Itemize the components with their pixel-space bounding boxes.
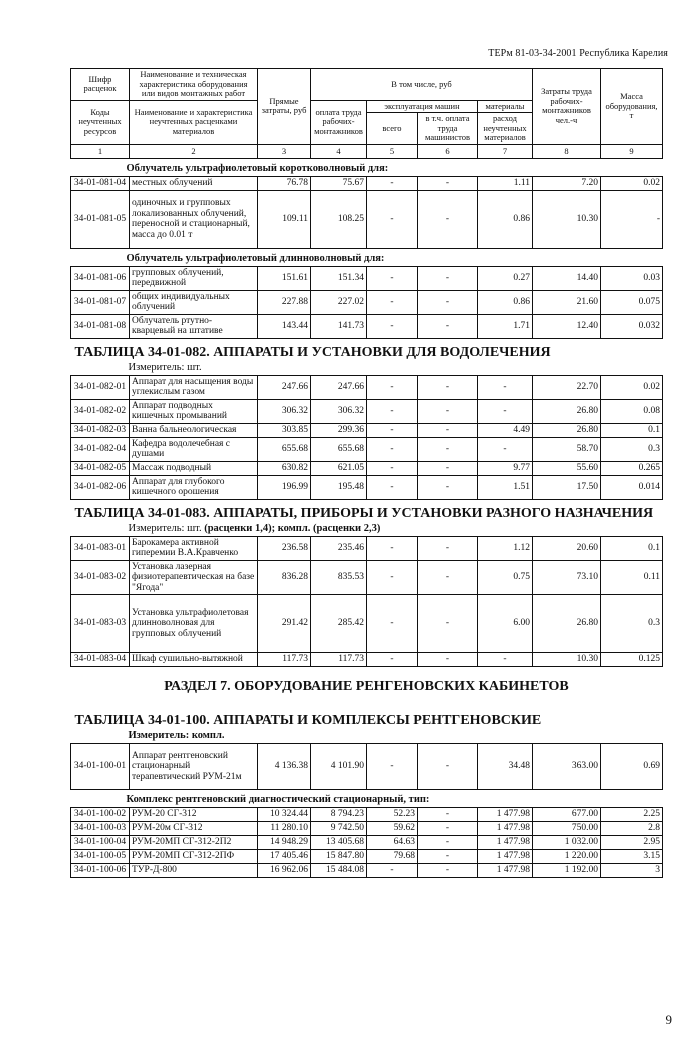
row-labor-pay: 151.34 xyxy=(311,266,367,290)
row-name: РУМ-20МП СГ-312-2П2 xyxy=(130,836,258,850)
row-direct: 11 280.10 xyxy=(258,822,311,836)
table-heading xyxy=(71,707,663,730)
row-mach-labor: - xyxy=(418,536,478,560)
table-row xyxy=(71,850,663,864)
column-index-row xyxy=(71,144,663,158)
row-labor-pay: 117.73 xyxy=(311,653,367,667)
row-name: Аппарат подводных кишечных промываний xyxy=(130,399,258,423)
row-labor-pay: 8 794.23 xyxy=(311,808,367,822)
row-mach-total: - xyxy=(367,190,418,248)
col-index: 8 xyxy=(533,144,601,158)
row-labor: 677.00 xyxy=(533,808,601,822)
col-labor-header: Затраты труда рабочих-монтажников чел.-ч xyxy=(533,69,601,145)
row-mach-labor: - xyxy=(418,461,478,475)
row-mach-labor: - xyxy=(418,836,478,850)
row-mass: 0.075 xyxy=(601,290,663,314)
col-index: 9 xyxy=(601,144,663,158)
row-mach-total: - xyxy=(367,375,418,399)
row-labor-pay: 15 484.08 xyxy=(311,864,367,878)
row-mach-labor: - xyxy=(418,190,478,248)
subsection-title: Облучатель ультрафиолетовый длинноволновый для: xyxy=(126,252,385,264)
table-row xyxy=(71,822,663,836)
row-materials: 1 477.98 xyxy=(478,836,533,850)
col-index: 6 xyxy=(418,144,478,158)
row-mach-labor: - xyxy=(418,314,478,338)
row-labor: 1 032.00 xyxy=(533,836,601,850)
row-code: 34-01-081-06 xyxy=(71,266,130,290)
row-mass: 2.95 xyxy=(601,836,663,850)
row-mass: 3.15 xyxy=(601,850,663,864)
col-index: 2 xyxy=(130,144,258,158)
col-index: 1 xyxy=(71,144,130,158)
row-labor-pay: 13 405.68 xyxy=(311,836,367,850)
row-labor: 1 192.00 xyxy=(533,864,601,878)
row-name: общих индивидуальных облучений xyxy=(130,290,258,314)
row-labor: 12.40 xyxy=(533,314,601,338)
row-materials: 1 477.98 xyxy=(478,850,533,864)
table-row xyxy=(71,461,663,475)
row-materials: 0.86 xyxy=(478,190,533,248)
row-labor: 7.20 xyxy=(533,176,601,190)
row-labor-pay: 4 101.90 xyxy=(311,744,367,790)
row-name: РУМ-20м СГ-312 xyxy=(130,822,258,836)
row-labor: 22.70 xyxy=(533,375,601,399)
row-direct: 306.32 xyxy=(258,399,311,423)
row-mass: 0.032 xyxy=(601,314,663,338)
row-materials: 0.86 xyxy=(478,290,533,314)
row-labor-pay: 9 742.50 xyxy=(311,822,367,836)
row-mass: 0.125 xyxy=(601,653,663,667)
row-mach-total: - xyxy=(367,314,418,338)
row-mass: 0.08 xyxy=(601,399,663,423)
row-materials: - xyxy=(478,375,533,399)
row-mass: 0.265 xyxy=(601,461,663,475)
part-title: РАЗДЕЛ 7. ОБОРУДОВАНИЕ РЕНГЕНОВСКИХ КАБИНЕТОВ xyxy=(164,679,569,694)
row-materials: 9.77 xyxy=(478,461,533,475)
subsection-heading xyxy=(71,790,663,808)
col-mach-labor-header: в т.ч. оплата труда машинистов xyxy=(418,113,478,145)
row-materials: 0.75 xyxy=(478,560,533,595)
table-heading xyxy=(71,499,663,523)
col-labor-pay-header: оплата труда рабочих-монтажников xyxy=(311,100,367,144)
row-code: 34-01-100-04 xyxy=(71,836,130,850)
row-code: 34-01-082-04 xyxy=(71,437,130,461)
row-direct: 109.11 xyxy=(258,190,311,248)
row-direct: 836.28 xyxy=(258,560,311,595)
row-code: 34-01-100-03 xyxy=(71,822,130,836)
row-labor: 363.00 xyxy=(533,744,601,790)
row-labor-pay: 299.36 xyxy=(311,423,367,437)
table-row xyxy=(71,399,663,423)
row-direct: 236.58 xyxy=(258,536,311,560)
col-direct-header: Прямые затраты, руб xyxy=(258,69,311,145)
row-materials: 1.51 xyxy=(478,475,533,499)
row-mass: 0.3 xyxy=(601,595,663,653)
col-machines-header: эксплуатация машин xyxy=(367,100,478,113)
row-labor-pay: 235.46 xyxy=(311,536,367,560)
row-name: Установка ультрафиолетовая длинноволновая для групповых облучений xyxy=(130,595,258,653)
col-incl-header: В том числе, руб xyxy=(311,69,533,101)
row-code: 34-01-081-05 xyxy=(71,190,130,248)
row-mach-labor: - xyxy=(418,290,478,314)
row-labor: 1 220.00 xyxy=(533,850,601,864)
row-code: 34-01-082-02 xyxy=(71,399,130,423)
row-mach-total: - xyxy=(367,423,418,437)
row-direct: 196.99 xyxy=(258,475,311,499)
row-name: Массаж подводный xyxy=(130,461,258,475)
row-mach-labor: - xyxy=(418,375,478,399)
col-index: 5 xyxy=(367,144,418,158)
table-heading xyxy=(71,338,663,362)
row-code: 34-01-100-05 xyxy=(71,850,130,864)
row-name: Кафедра водолечебная с душами xyxy=(130,437,258,461)
row-name: одиночных и групповых локализованных облучений, переносной и стационарный, масса до 0.01 т xyxy=(130,190,258,248)
row-materials: 1 477.98 xyxy=(478,864,533,878)
table-row xyxy=(71,536,663,560)
row-materials: - xyxy=(478,437,533,461)
row-mach-total: - xyxy=(367,536,418,560)
document-reference: ТЕРм 81-03-34-2001 Республика Карелия xyxy=(488,48,668,59)
part-heading xyxy=(71,667,663,708)
row-mach-labor: - xyxy=(418,744,478,790)
row-mach-total: - xyxy=(367,461,418,475)
row-code: 34-01-100-02 xyxy=(71,808,130,822)
row-name: РУМ-20МП СГ-312-2ПФ xyxy=(130,850,258,864)
row-mass: 0.02 xyxy=(601,176,663,190)
row-mass: 0.11 xyxy=(601,560,663,595)
row-mass: 2.8 xyxy=(601,822,663,836)
row-code: 34-01-083-01 xyxy=(71,536,130,560)
row-labor-pay: 227.02 xyxy=(311,290,367,314)
row-name: Барокамера активной гиперемии В.А.Кравченко xyxy=(130,536,258,560)
row-code: 34-01-100-06 xyxy=(71,864,130,878)
row-name: Ванна бальнеологическая xyxy=(130,423,258,437)
row-materials: 4.49 xyxy=(478,423,533,437)
col-index: 7 xyxy=(478,144,533,158)
table-row xyxy=(71,290,663,314)
col-materials-header: материалы xyxy=(478,100,533,113)
row-name: Облучатель ртутно-кварцевый на штативе xyxy=(130,314,258,338)
table-row xyxy=(71,176,663,190)
row-materials: 1.11 xyxy=(478,176,533,190)
table-row xyxy=(71,190,663,248)
row-code: 34-01-081-04 xyxy=(71,176,130,190)
row-materials: - xyxy=(478,653,533,667)
row-direct: 10 324.44 xyxy=(258,808,311,822)
table-row xyxy=(71,864,663,878)
row-direct: 117.73 xyxy=(258,653,311,667)
row-name: РУМ-20 СГ-312 xyxy=(130,808,258,822)
row-mach-total: - xyxy=(367,290,418,314)
table-row xyxy=(71,266,663,290)
row-code: 34-01-081-08 xyxy=(71,314,130,338)
row-labor-pay: 108.25 xyxy=(311,190,367,248)
row-labor: 20.60 xyxy=(533,536,601,560)
row-mach-total: 64.63 xyxy=(367,836,418,850)
col-mass-header: Масса оборудования, т xyxy=(601,69,663,145)
row-code: 34-01-083-04 xyxy=(71,653,130,667)
row-mach-total: 79.68 xyxy=(367,850,418,864)
row-mach-total: - xyxy=(367,266,418,290)
row-mach-labor: - xyxy=(418,176,478,190)
row-direct: 303.85 xyxy=(258,423,311,437)
header-row-1 xyxy=(71,69,663,101)
row-labor: 21.60 xyxy=(533,290,601,314)
row-direct: 16 962.06 xyxy=(258,864,311,878)
row-materials: 1.71 xyxy=(478,314,533,338)
row-materials: - xyxy=(478,399,533,423)
row-mass: 0.3 xyxy=(601,437,663,461)
measure-row xyxy=(71,362,663,376)
row-mass: 2.25 xyxy=(601,808,663,822)
row-mach-labor: - xyxy=(418,423,478,437)
row-direct: 630.82 xyxy=(258,461,311,475)
col-mat-cost-header: расход неучтенных материалов xyxy=(478,113,533,145)
row-name: Шкаф сушильно-вытяжной xyxy=(130,653,258,667)
row-materials: 6.00 xyxy=(478,595,533,653)
row-labor-pay: 285.42 xyxy=(311,595,367,653)
subsection-title: Облучатель ультрафиолетовый коротковолновый для: xyxy=(126,162,389,174)
row-labor: 750.00 xyxy=(533,822,601,836)
row-labor-pay: 655.68 xyxy=(311,437,367,461)
row-code: 34-01-082-03 xyxy=(71,423,130,437)
price-table xyxy=(70,68,663,878)
row-code: 34-01-082-06 xyxy=(71,475,130,499)
table-row xyxy=(71,423,663,437)
table-row xyxy=(71,437,663,461)
row-code: 34-01-100-01 xyxy=(71,744,130,790)
row-mass: 0.02 xyxy=(601,375,663,399)
table-title: ТАБЛИЦА 34-01-100. АППАРАТЫ И КОМПЛЕКСЫ РЕНТГЕНОВСКИЕ xyxy=(74,713,542,728)
row-code: 34-01-081-07 xyxy=(71,290,130,314)
table-row xyxy=(71,744,663,790)
row-labor-pay: 75.67 xyxy=(311,176,367,190)
row-code: 34-01-083-03 xyxy=(71,595,130,653)
row-materials: 0.27 xyxy=(478,266,533,290)
row-materials: 34.48 xyxy=(478,744,533,790)
row-direct: 76.78 xyxy=(258,176,311,190)
row-mach-labor: - xyxy=(418,266,478,290)
table-row xyxy=(71,475,663,499)
table-title: ТАБЛИЦА 34-01-082. АППАРАТЫ И УСТАНОВКИ ДЛЯ ВОДОЛЕЧЕНИЯ xyxy=(74,344,551,360)
row-name: местных облучений xyxy=(130,176,258,190)
row-mass: 0.69 xyxy=(601,744,663,790)
row-direct: 227.88 xyxy=(258,290,311,314)
col-name-header: Наименование и техническая характеристика оборудования или видов монтажных работ xyxy=(130,69,258,101)
row-labor: 10.30 xyxy=(533,190,601,248)
table-row xyxy=(71,653,663,667)
row-direct: 4 136.38 xyxy=(258,744,311,790)
row-mach-total: - xyxy=(367,176,418,190)
page-number: 9 xyxy=(665,1012,672,1027)
measure-unit: Измеритель: шт. xyxy=(128,361,202,373)
row-labor-pay: 247.66 xyxy=(311,375,367,399)
col-mach-total-header: всего xyxy=(367,113,418,145)
row-direct: 17 405.46 xyxy=(258,850,311,864)
row-materials: 1.12 xyxy=(478,536,533,560)
row-mass: 0.014 xyxy=(601,475,663,499)
row-labor-pay: 835.53 xyxy=(311,560,367,595)
row-mach-labor: - xyxy=(418,475,478,499)
row-mach-labor: - xyxy=(418,595,478,653)
row-labor: 26.80 xyxy=(533,423,601,437)
measure-row xyxy=(71,523,663,537)
row-mach-labor: - xyxy=(418,437,478,461)
row-mach-labor: - xyxy=(418,399,478,423)
row-code: 34-01-082-01 xyxy=(71,375,130,399)
row-mass: - xyxy=(601,190,663,248)
row-mach-labor: - xyxy=(418,560,478,595)
row-labor: 26.80 xyxy=(533,399,601,423)
row-code: 34-01-083-02 xyxy=(71,560,130,595)
measure-unit xyxy=(71,523,663,537)
table-row xyxy=(71,836,663,850)
row-labor: 10.30 xyxy=(533,653,601,667)
table-row xyxy=(71,314,663,338)
row-labor: 73.10 xyxy=(533,560,601,595)
measure-unit-label: Измеритель: шт. xyxy=(128,522,202,534)
row-mach-labor: - xyxy=(418,850,478,864)
col-name-sub-header: Наименование и характеристика неучтенных расценками материалов xyxy=(130,100,258,144)
row-labor: 58.70 xyxy=(533,437,601,461)
row-mass: 0.1 xyxy=(601,536,663,560)
row-mach-labor: - xyxy=(418,822,478,836)
row-mach-total: 59.62 xyxy=(367,822,418,836)
row-labor: 26.80 xyxy=(533,595,601,653)
row-name: Аппарат для насыщения воды углекислым газом xyxy=(130,375,258,399)
row-materials: 1 477.98 xyxy=(478,822,533,836)
row-name: Установка лазерная физиотерапевтическая на базе "Ягода" xyxy=(130,560,258,595)
row-direct: 143.44 xyxy=(258,314,311,338)
table-row xyxy=(71,808,663,822)
row-labor: 14.40 xyxy=(533,266,601,290)
measure-unit: Измеритель: компл. xyxy=(128,730,225,741)
row-mach-total: - xyxy=(367,399,418,423)
row-mach-total: 52.23 xyxy=(367,808,418,822)
row-mach-total: - xyxy=(367,475,418,499)
measure-row xyxy=(71,730,663,744)
row-mach-total: - xyxy=(367,864,418,878)
row-direct: 151.61 xyxy=(258,266,311,290)
table-row xyxy=(71,595,663,653)
row-mach-total: - xyxy=(367,595,418,653)
row-mach-total: - xyxy=(367,437,418,461)
row-labor: 17.50 xyxy=(533,475,601,499)
row-name: Аппарат для глубокого кишечного орошения xyxy=(130,475,258,499)
row-labor-pay: 306.32 xyxy=(311,399,367,423)
row-mach-total: - xyxy=(367,744,418,790)
subsection-heading xyxy=(71,158,663,176)
col-index: 4 xyxy=(311,144,367,158)
col-index: 3 xyxy=(258,144,311,158)
row-mach-total: - xyxy=(367,653,418,667)
row-direct: 14 948.29 xyxy=(258,836,311,850)
table-title: ТАБЛИЦА 34-01-083. АППАРАТЫ, ПРИБОРЫ И УСТАНОВКИ РАЗНОГО НАЗНАЧЕНИЯ xyxy=(74,505,654,521)
row-labor: 55.60 xyxy=(533,461,601,475)
row-mass: 0.1 xyxy=(601,423,663,437)
row-name: групповых облучений, передвижной xyxy=(130,266,258,290)
row-mach-labor: - xyxy=(418,808,478,822)
subsection-title: Комплекс рентгеновский диагностический стационарный, тип: xyxy=(126,794,430,805)
row-direct: 291.42 xyxy=(258,595,311,653)
row-materials: 1 477.98 xyxy=(478,808,533,822)
table-row xyxy=(71,375,663,399)
col-code-sub-header: Коды неучтенных ресурсов xyxy=(71,100,130,144)
col-code-header: Шифр расценок xyxy=(71,69,130,101)
row-direct: 655.68 xyxy=(258,437,311,461)
row-labor-pay: 15 847.80 xyxy=(311,850,367,864)
row-mass: 0.03 xyxy=(601,266,663,290)
measure-unit-detail: (расценки 1,4); компл. (расценки 2,3) xyxy=(204,522,381,534)
subsection-heading xyxy=(71,248,663,266)
table-row xyxy=(71,560,663,595)
row-labor-pay: 621.05 xyxy=(311,461,367,475)
row-mach-total: - xyxy=(367,560,418,595)
row-code: 34-01-082-05 xyxy=(71,461,130,475)
row-mach-labor: - xyxy=(418,864,478,878)
row-mach-labor: - xyxy=(418,653,478,667)
row-labor-pay: 141.73 xyxy=(311,314,367,338)
row-name: Аппарат рентгеновский стационарный терапевтический РУМ-21м xyxy=(130,744,258,790)
row-mass: 3 xyxy=(601,864,663,878)
row-direct: 247.66 xyxy=(258,375,311,399)
row-labor-pay: 195.48 xyxy=(311,475,367,499)
row-name: ТУР-Д-800 xyxy=(130,864,258,878)
